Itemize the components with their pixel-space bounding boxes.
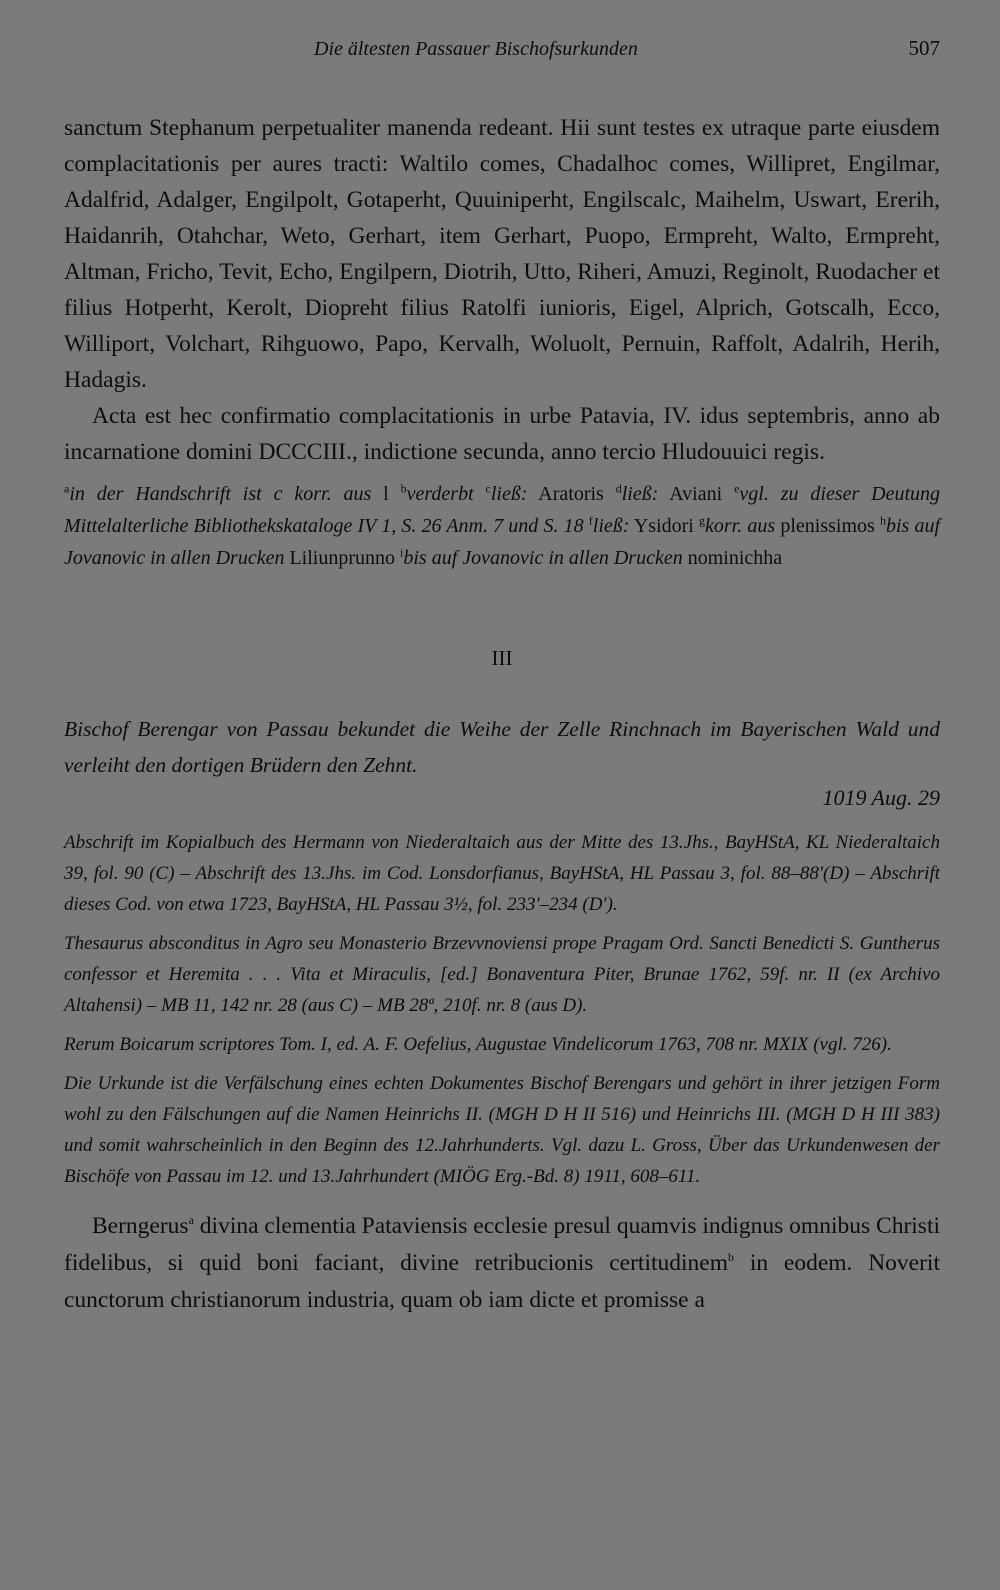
apparatus-entry: Rerum Boicarum scriptores Tom. I, ed. A. F. Oefelius, Augustae Vindelicorum 1763, 708 nr. MXIX (vgl. 726). <box>64 1034 892 1055</box>
footnote: $^c$ließ: Aratoris <box>485 481 604 505</box>
document-date: 1019 Aug. 29 <box>822 785 940 810</box>
footnote: $^e$vgl. zu dieser Deutung Mittelalterliche Bibliothekskataloge IV 1, S. 26 Anm. 7 und S. 18 <box>64 481 941 537</box>
apparatus-entry: Abschrift im Kopialbuch des Hermann von Niederaltaich aus der Mitte des 13.Jhs., BayHStA, KL Niederaltaich 39, fol. 90 (C) – Abschrift des 13.Jhs. im Cod. Lonsdorfianus, BayHStA, HL Passau 3, fol. 88–88′(D) – Abschrift dieses Cod. von etwa 1723, BayHStA, HL Passau 3½, fol. 233′–234 (D′). <box>64 832 940 915</box>
footnotes <box>64 478 940 574</box>
dating-paragraph: Acta est hec confirmatio complacitationis in urbe Patavia, IV. idus septembris, anno ab incarnatione domini DCCCIII., indictione secunda, anno tercio Hludouuici regis. <box>64 403 940 465</box>
footnote: $^a$in der Handschrift ist c korr. aus l <box>64 481 389 505</box>
book-page <box>64 34 940 1319</box>
regest: Bischof Berengar von Passau bekundet die Weihe der Zelle Rinchnach im Bayerischen Wald und verleiht den dortigen Brüdern den Zehnt. <box>64 717 940 777</box>
footnote: $^i$bis auf Jovanovic in allen Drucken nominichha <box>400 545 783 569</box>
charter-incipit: Berngerus$^a$ divina clementia Pataviensis ecclesie presul quamvis indignus omnibus Christi fidelibus, si quid boni faciant, divine retribucionis certitudinem$^b$ in eodem. Noverit cunctorum christianorum industria, quam ob iam dicte et promisse a <box>64 1213 940 1313</box>
footnote: $^g$korr. aus plenissimos <box>699 513 875 537</box>
apparatus-entry: Thesaurus absconditus in Agro seu Monasterio Brzevvnoviensi prope Pragam Ord. Sancti Benedicti S. Guntherus confessor et Heremita . . . Vita et Miraculis, [ed.] Bonaventura Piter, Brunae 1762, 59f. nr. II (ex Archivo Altahensi) – MB 11, 142 nr. 28 (aus C) – MB 28ª, 210f. nr. 8 (aus D). <box>64 933 940 1016</box>
critical-apparatus <box>64 827 940 1192</box>
running-head-title: Die ältesten Passauer Bischofsurkunden <box>314 38 638 60</box>
document-number: III <box>491 646 513 670</box>
footnote: $^f$ließ: Ysidori <box>588 513 694 537</box>
charter-text <box>64 110 940 470</box>
apparatus-entry: Die Urkunde ist die Verfälschung eines echten Dokumentes Bischof Berengars und gehört in ihrer jetzigen Form wohl zu den Fälschungen auf die Namen Heinrichs II. (MGH D H II 516) und Heinrichs III. (MGH D H III 383) und somit wahrscheinlich in den Beginn des 12.Jahrhunderts. Vgl. dazu L. Gross, Über das Urkundenwesen der Bischöfe von Passau im 12. und 13.Jahrhundert (MIÖG Erg.-Bd. 8) 1911, 608–611. <box>64 1073 940 1187</box>
page-number: 507 <box>908 36 940 60</box>
footnote: $^b$verderbt <box>400 481 474 505</box>
witness-list-paragraph: sanctum Stephanum perpetualiter manenda redeant. Hii sunt testes ex utraque parte eiusdem complacitationis per aures tracti: Waltilo comes, Chadalhoc comes, Willipret, Engilmar, Adalfrid, Adalger, Engilpolt, Gotaperht, Quuiniperht, Engilscalc, Maihelm, Uswart, Ererih, Haidanrih, Otahchar, Weto, Gerhart, item Gerhart, Puopo, Ermpreht, Walto, Ermpreht, Altman, Fricho, Tevit, Echo, Engilpern, Diotrih, Utto, Riheri, Amuzi, Reginolt, Ruodacher et filius Hotperht, Kerolt, Diopreht filius Ratolfi iunioris, Eigel, Alprich, Gotscalh, Ecco, Williport, Volchart, Rihguowo, Papo, Kervalh, Woluolt, Pernuin, Raffolt, Adalrih, Herih, Hadagis. <box>64 115 940 393</box>
running-head <box>64 34 940 70</box>
footnote: $^d$ließ: Aviani <box>615 481 723 505</box>
footnote: $^h$bis auf Jovanovic in allen Drucken Liliunprunno <box>64 513 941 569</box>
